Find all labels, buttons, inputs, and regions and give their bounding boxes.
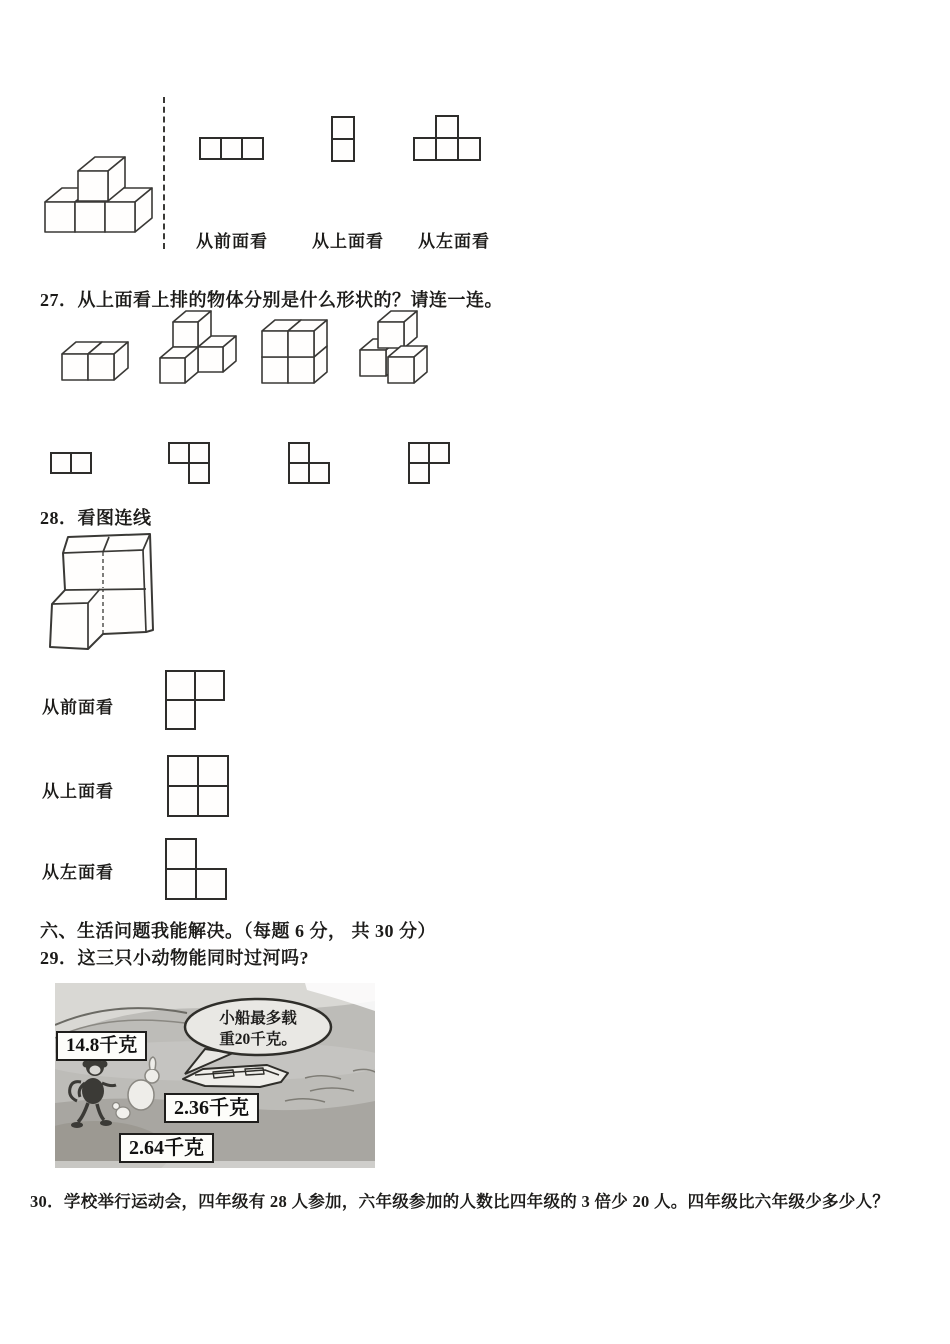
label-view-left: 从左面看 bbox=[418, 232, 490, 251]
label-view-front: 从前面看 bbox=[196, 232, 268, 251]
label-view-top: 从上面看 bbox=[312, 232, 384, 251]
bubble-line-1: 小船最多载 bbox=[219, 1010, 297, 1027]
dashed-divider bbox=[163, 97, 165, 249]
bubble-line-2: 重20千克。 bbox=[219, 1030, 297, 1048]
weight-label-duck: 2.64千克 bbox=[119, 1133, 214, 1163]
question-27-text: 27．从上面看上排的物体分别是什么形状的？请连一连。 bbox=[40, 290, 503, 310]
q27-object-1 bbox=[60, 328, 145, 393]
q28-label-view-top: 从上面看 bbox=[42, 782, 114, 801]
weight-label-monkey: 14.8千克 bbox=[56, 1031, 147, 1061]
question-30-text: 30．学校举行运动会，四年级有 28 人参加，六年级参加的人数比四年级的 3 倍少 20 人。四年级比六年级少多少人？ bbox=[30, 1192, 890, 1211]
cube-figure-q26 bbox=[40, 150, 165, 255]
bubble-text bbox=[188, 1009, 328, 1051]
q28-solid-figure bbox=[45, 525, 160, 655]
q27-object-2 bbox=[158, 310, 253, 395]
q28-label-view-front: 从前面看 bbox=[42, 698, 114, 717]
section-6-header: 六、生活问题我能解决。（每题 6 分， 共 30 分） bbox=[40, 921, 436, 941]
q27-object-4 bbox=[352, 310, 452, 395]
q27-object-3 bbox=[260, 316, 345, 393]
q28-label-view-left: 从左面看 bbox=[42, 863, 114, 882]
weight-label-rabbit: 2.36千克 bbox=[164, 1093, 259, 1123]
question-28-text: 28．看图连线 bbox=[40, 508, 152, 528]
question-29-text: 29．这三只小动物能同时过河吗? bbox=[40, 948, 309, 968]
